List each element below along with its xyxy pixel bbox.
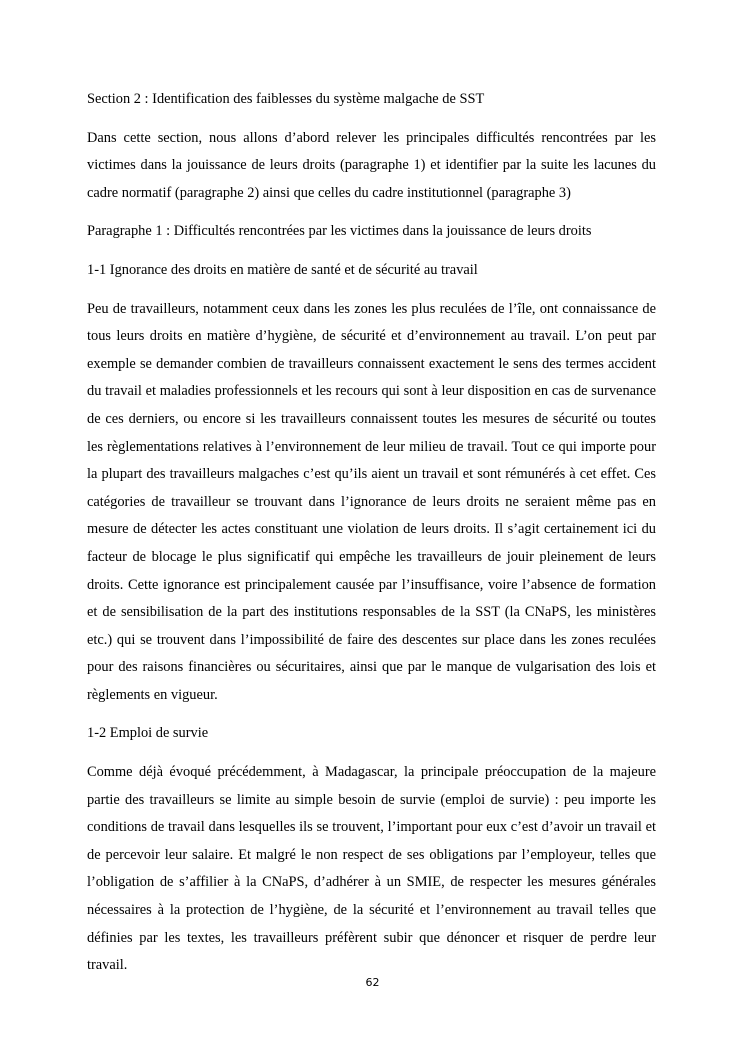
intro-paragraph: Dans cette section, nous allons d’abord relever les principales difficultés rencontrées par les victimes dans la jouissance de leurs droits (paragraphe 1) et identifier par la suite les lacunes du cadre normatif (paragraphe 2) ainsi que celles du cadre institutionnel (paragraphe 3)	[87, 129, 656, 201]
paragraph-title: Paragraphe 1 : Difficultés rencontrées par les victimes dans la jouissance de leurs droits	[87, 223, 592, 240]
section-title: Section 2 : Identification des faiblesses du système malgache de SST	[87, 91, 485, 107]
subsection-2-text: Comme déjà évoqué précédemment, à Madagascar, la principale préoccupation de la majeure partie des travailleurs se limite au simple besoin de survie (emploi de survie) : peu importe les conditions de travail dans lesquelles ils se trouvent, l’important pour eux c’est d’avoir un travail et de percevoir leur salaire. Et malgré le non respect de ses obligations par l’employeur, telles que l’obligation de s’affilier à la CNaPS, d’adhérer à un SMIE, de respecter les mesures générales nécessaires à la protection de l’hygiène, de la sécurité et l’environnement au travail telles que définies par les textes, les travailleurs préfèrent subir que dénoncer et risquer de perdre leur travail.	[87, 764, 656, 974]
document-page	[87, 86, 656, 991]
subsection-2-title: 1-2 Emploi de survie	[87, 725, 209, 742]
subsection-1-text: Peu de travailleurs, notamment ceux dans les zones les plus reculées de l’île, ont connaissance de tous leurs droits en matière d’hygiène, de sécurité et d’environnement au travail. L’on peut par exemple se demander combien de travailleurs connaissent exactement le sens des termes accident du travail et maladies professionnels et les recours qui sont à leur disposition en cas de survenance de ces derniers, ou encore si les travailleurs connaissent toutes les mesures de sécurité ou toutes les règlementations relatives à l’environnement de leur milieu de travail. Tout ce qui importe pour la plupart des travailleurs malgaches c’est qu’ils aient un travail et sont rémunérés à cet effet. Ces catégories de travailleur se trouvant dans l’ignorance de leurs droits ne seraient même pas en mesure de détecter les actes constituant une violation de leurs droits. Il s’agit certainement ici du facteur de blocage le plus significatif qui empêche les travailleurs de jouir pleinement de leurs droits. Cette ignorance est principalement causée par l’insuffisance, voire l’absence de formation et de sensibilisation de la part des institutions responsables de la SST (la CNaPS, les ministères etc.) qui se trouvent dans l’impossibilité de faire des descentes sur place dans les zones reculées pour des raisons financières ou sécuritaires, ainsi que par le manque de vulgarisation des lois et règlements en vigueur.	[87, 300, 656, 703]
page-number: 62	[365, 976, 380, 989]
subsection-1-title: 1-1 Ignorance des droits en matière de santé et de sécurité au travail	[87, 261, 478, 278]
